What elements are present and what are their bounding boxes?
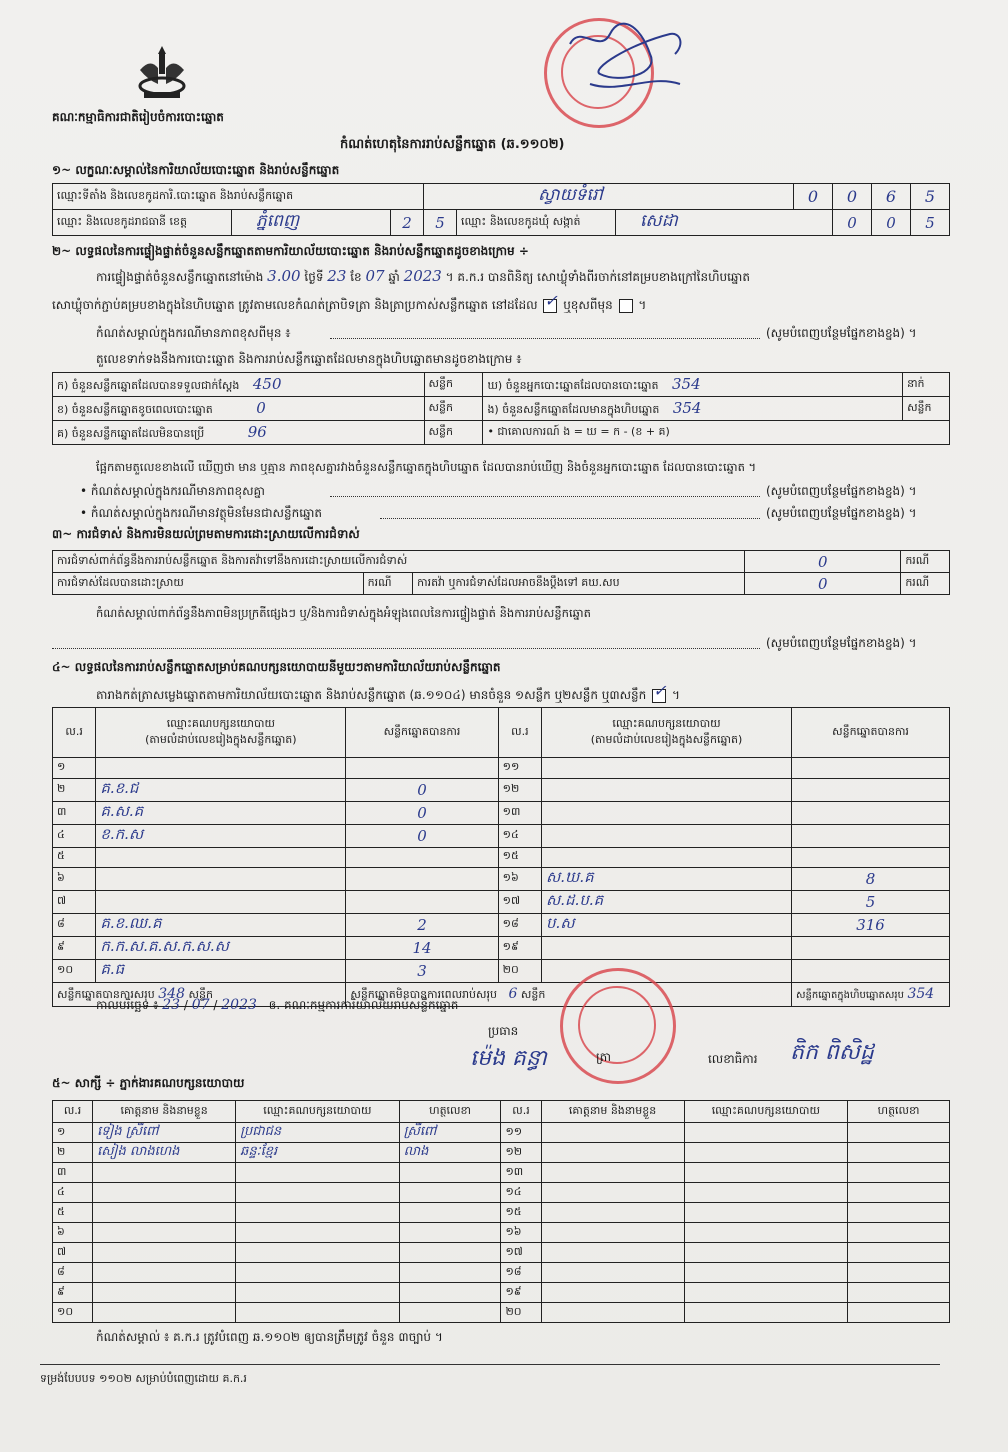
footer-note: កំណត់សម្គាល់ ៖ គ.ក.រ ត្រូវបំពេញ ឆ.១១០២ ឲ្យបានត្រឹមត្រូវ ចំនួន ៣ច្បាប់ ។ <box>96 1330 443 1344</box>
witness-no: ១ <box>57 1124 66 1138</box>
col-no: ល.រ <box>53 708 96 758</box>
province-code-1: 2 <box>402 213 412 232</box>
witness-no: ៣ <box>57 1164 67 1178</box>
witness-name: សៀង លាងហេង <box>97 1144 180 1159</box>
table-row <box>53 1223 950 1243</box>
row-ko-unit: សន្លឹក <box>424 421 483 445</box>
details-intro: តួលេខទាក់ទងនឹងការបោះឆ្នោត និងការរាប់សន្លឹកឆ្នោតដែលមានក្នុងហិបឆ្នោតមានដូចខាងក្រោម ៖ <box>96 352 522 366</box>
party-row-name: ប.ស <box>546 914 575 932</box>
objection-row2-unit: ករណី <box>363 573 412 595</box>
party-row-no: ៧ <box>57 894 67 907</box>
verify-line-2: សោឃ្លុំចាក់ភ្ជាប់គម្របខាងក្នុងនៃហិបឆ្នោត ត្រូវតាមលេខកំណត់ត្រាបិទត្រា និងត្រាប្រកាស់សន្លឹកឆ្នោត នៅដដែល ✓ ឬខុសពីមុន ។ <box>52 290 647 312</box>
party-row-no: ២០ <box>502 963 519 976</box>
verify-day: 23 <box>327 267 347 285</box>
witness-no: ៧ <box>57 1244 67 1258</box>
commune-value: សេដា <box>640 211 678 231</box>
witness-no: ១៧ <box>505 1244 523 1258</box>
witness-name: ទៀង ស្រីពៅ <box>97 1124 159 1139</box>
party-row-name: គ.ស.គ <box>100 801 144 820</box>
compare-text: ផ្អែកតាមតួលេខខាងលើ ឃើញថា មាន ឬគ្មាន ភាពខុសគ្នារវាងចំនួនសន្លឹកឆ្នោតក្នុងហិបឆ្នោត ដែលបានរាប់ឃើញ និងចំនួនអ្នកបោះឆ្នោត ដែលបានបោះឆ្នោត ។ <box>96 460 757 474</box>
row-gh-unit: នាក់ <box>903 373 950 397</box>
party-row-votes: 8 <box>865 870 876 888</box>
witness-signature: ស្រីពៅ <box>403 1124 437 1139</box>
total-valid-label: សន្លឹកឆ្នោតបានការសរុប <box>57 987 155 1001</box>
diff-note-label: កំណត់សម្គាល់ក្នុងករណីមានភាពខុសពីមុន ៖ <box>96 326 291 340</box>
count-method: តារាងកត់ត្រាសម្លេងឆ្នោតតាមការិយាល័យបោះឆ្នោត និងរាប់សន្លឹកឆ្នោត (ឆ.១១០៤) មានចំនួន ១សន្លឹក ឬ២សន្លឹក ឬ៣សន្លឹក ✓ ។ <box>96 680 680 702</box>
section5-title: ៥~ សាក្សី ÷ ភ្នាក់ងារគណបក្សនយោបាយ <box>52 1076 245 1090</box>
witness-no: ៨ <box>57 1264 65 1278</box>
total-invalid: 6 <box>508 985 518 1002</box>
section2-counts-table <box>52 372 950 445</box>
party-row-no: ៤ <box>57 827 65 841</box>
secretary-label: លេខាធិការ <box>708 1052 758 1066</box>
table-row <box>53 824 950 847</box>
party-row-name: ស.ដ.ប.គ <box>546 891 604 909</box>
party-row-name: ខ.ក.ស <box>100 824 144 843</box>
pages-checkbox[interactable]: ✓ <box>652 689 666 703</box>
col-votes: សន្លឹកឆ្នោតបានការ <box>346 708 498 758</box>
objection-row2-value: 0 <box>818 574 828 593</box>
party-row-no: ៥ <box>57 849 65 863</box>
date-year: 2023 <box>221 997 257 1013</box>
table-row <box>53 1243 950 1263</box>
row-k-unit: សន្លឹក <box>424 373 483 397</box>
section4-title: ៤~ លទ្ធផលនៃការរាប់សន្លឹកឆ្នោតសម្រាប់គណបក្សនយោបាយនីមួយៗតាមការិយាល័យរាប់សន្លឹកឆ្នោត <box>52 660 501 674</box>
section3-table <box>52 550 950 595</box>
col-party: ឈ្មោះគណបក្សនយោបាយ (តាមលំដាប់លេខរៀងក្នុងសន្លឹកឆ្នោត) <box>96 708 346 758</box>
witness-no: ២០ <box>505 1304 522 1318</box>
row-kh-value: 0 <box>256 398 266 417</box>
total-valid: 348 <box>158 985 185 1002</box>
note-diff: • កំណត់សម្គាល់ក្នុងករណីមានភាពខុសគ្នា <box>80 484 265 498</box>
witness-no: ១៥ <box>505 1204 522 1218</box>
bottom-note: ទម្រង់បែបបទ ១១០២ សម្រាប់បំពេញដោយ គ.ក.រ <box>40 1372 247 1385</box>
station-code-2: 0 <box>846 187 858 206</box>
table-row <box>53 1203 950 1223</box>
section1-table <box>52 183 950 236</box>
verify-line-1: ការផ្ទៀងផ្ទាត់ចំនួនសន្លឹកឆ្នោតនៅម៉ោង 3.00 ថ្ងៃទី 23 ខែ 07 ឆ្នាំ 2023 ។ គ.ក.រ បានពិនិត្យ សោឃ្លុំទាំងពីរចាក់នៅគម្របខាងក្រៅនៃហិបឆ្នោត <box>96 267 750 285</box>
commune-code-1: 0 <box>847 213 857 232</box>
station-code-1: 0 <box>807 187 819 206</box>
witness-party: ប្រជាជន <box>240 1124 282 1139</box>
party-row-no: ១៤ <box>502 827 519 841</box>
col-votes-right: សន្លឹកឆ្នោតបានការ <box>792 708 950 758</box>
table-row <box>53 891 950 914</box>
table-row <box>53 801 950 824</box>
station-code-3: 6 <box>885 187 897 206</box>
date-line: កាលបរិច្ឆេទ ៖ 23 / 07 / 2023 ឲ. គណៈកម្មការការិយាល័យរាប់សន្លឹកឆ្នោត <box>96 997 459 1013</box>
witness-no: ១២ <box>505 1144 523 1158</box>
party-row-no: ១៣ <box>502 804 521 818</box>
official-seal-bottom <box>560 968 676 1084</box>
row-ng-unit: សន្លឹក <box>903 397 950 421</box>
party-row-votes: 0 <box>417 826 427 845</box>
objection-row1-unit: ករណី <box>901 551 950 573</box>
party-row-votes: 5 <box>865 893 876 911</box>
table-row <box>53 1163 950 1183</box>
party-row-no: ១៦ <box>502 871 519 884</box>
party-row-no: ១៩ <box>502 940 519 953</box>
row-ng-label: ង) ចំនួនសន្លឹកឆ្នោតដែលមានក្នុងហិបឆ្នោត <box>487 402 660 416</box>
secretary-name: តិក ពិសិដ្ឋ <box>790 1040 874 1065</box>
table-row <box>53 937 950 960</box>
objection-row2-label: ការជំទាស់ដែលបានដោះស្រាយ <box>53 573 364 595</box>
witness-no: ១៨ <box>505 1264 522 1278</box>
witness-party: ឆន្ទៈខ្មែរ <box>240 1144 278 1159</box>
table-row <box>53 1283 950 1303</box>
col-party-right: ឈ្មោះគណបក្សនយោបាយ (តាមលំដាប់លេខរៀងក្នុងសន្លឹកឆ្នោត) <box>542 708 792 758</box>
province-label: ឈ្មោះ និងលេខកូដរាជធានី ខេត្ត <box>53 210 232 236</box>
org-name: គណៈកម្មាធិការជាតិរៀបចំការបោះឆ្នោត <box>52 110 224 124</box>
party-row-no: ១៨ <box>502 917 519 930</box>
table-row <box>53 1143 950 1163</box>
table-row <box>53 914 950 937</box>
party-results-table: ល.រ ឈ្មោះគណបក្សនយោបាយ (តាមលំដាប់លេខរៀងក្នុងសន្លឹកឆ្នោត) សន្លឹកឆ្នោតបានការ ល.រ ឈ្មោះគណបក្សនយោបាយ (តាមលំដាប់លេខរៀងក្នុងសន្លឹកឆ្នោត) សន្លឹកឆ្នោតបានការ ១ ១១ ២ គ.ខ.ជ 0 ១២ ៣ គ.ស.គ 0 ១៣ ៤ ខ.ក.ស 0 ១៤ ៥ ១៥ ៦ ១៦ ស.ឃ.គ 8 ៧ ១៧ ស.ដ.ប.គ 5 ៨ គ.ខ.ឈ.គ 2 ១៨ ប.ស 316 ៩ ក.ក.ស.គ.ស.ក.ស.ស 14 ១៩ ១០ គ.ធ 3 ២០ សន្លឹកឆ្នោតបានការសរុប 348 សន្លឹក សន្លឹកឆ្នោតមិនបានការពេលរាប់សរុប 6 សន្លឹក សន្លឹកឆ្នោតក្នុងហិបឆ្នោតសរុប 354 <box>52 707 950 1007</box>
signature-top-icon <box>560 14 700 104</box>
party-row-votes: 14 <box>412 939 432 957</box>
section3-note-hint: (សូមបំពេញបន្ថែមផ្នែកខាងខ្នង) ។ <box>766 636 917 650</box>
party-row-no: ១២ <box>502 781 520 795</box>
national-emblem-icon <box>130 40 194 104</box>
row-k-label: ក) ចំនួនសន្លឹកឆ្នោតដែលបានទទួលជាក់ស្តែង <box>57 378 240 392</box>
party-row-votes: 2 <box>417 916 427 934</box>
party-row-name: គ.ខ.ឈ.គ <box>100 914 162 932</box>
total-box: 354 <box>907 986 935 1002</box>
province-value: ភ្នំពេញ <box>256 211 300 231</box>
row-kh-unit: សន្លឹក <box>424 397 483 421</box>
party-row-name: គ.ធ <box>100 960 125 978</box>
diff-note-hint: (សូមបំពេញបន្ថែមផ្នែកខាងខ្នង) ។ <box>766 326 917 340</box>
section1-title: ១~ លក្ខណៈសម្គាល់នៃការិយាល័យបោះឆ្នោត និងរាប់សន្លឹកឆ្នោត <box>52 163 340 177</box>
province-code-2: 5 <box>435 213 445 232</box>
witness-no: ១០ <box>57 1304 74 1318</box>
commune-code-2: 0 <box>886 213 896 232</box>
commune-label: ឈ្មោះ និងលេខកូដឃុំ សង្កាត់ <box>457 210 616 236</box>
witness-table: ល.រ គោត្តនាម និងនាមខ្លួន ឈ្មោះគណបក្សនយោបាយ ហត្ថលេខា ល.រ គោត្តនាម និងនាមខ្លួន ឈ្មោះគណបក្សនយោបាយ ហត្ថលេខា ១ ទៀង ស្រីពៅ ប្រជាជន ស្រីពៅ ១១ ២ សៀង លាងហេង ឆន្ទៈខ្មែរ លាង ១២ ៣ ១៣ ៤ ១៤ ៥ ១៥ ៦ ១៦ ៧ ១៧ ៨ ១៨ ៩ ១៩ ១០ ២០ <box>52 1100 950 1323</box>
note-fake: • កំណត់សម្គាល់ក្នុងករណីមានវត្ថុមិនមែនជាសន្លឹកឆ្នោត <box>80 506 323 520</box>
party-row-no: ៣ <box>57 804 67 818</box>
table-row <box>53 1263 950 1283</box>
row-ko-label: គ) ចំនួនសន្លឹកឆ្នោតដែលមិនបានប្រើ <box>57 426 205 440</box>
date-day: 23 <box>162 997 181 1013</box>
form-title: កំណត់ហេតុនៃការរាប់សន្លឹកឆ្នោត (ឆ.១១០២) <box>340 137 565 152</box>
note-fake-hint: (សូមបំពេញបន្ថែមផ្នែកខាងខ្នង) ។ <box>766 506 917 520</box>
party-row-name: ក.ក.ស.គ.ស.ក.ស.ស <box>100 937 229 955</box>
section2-title: ២~ លទ្ធផលនៃការផ្ទៀងផ្ទាត់ចំនួនសន្លឹកឆ្នោតតាមការិយាល័យបោះឆ្នោត និងរាប់សន្លឹកឆ្នោតដូចខាងក្រោម ÷ <box>52 244 529 258</box>
party-row-no: ៩ <box>57 940 65 953</box>
party-row-no: ១៧ <box>502 894 521 907</box>
objection-row1-value: 0 <box>818 552 828 571</box>
witness-no: ៥ <box>57 1204 65 1218</box>
witness-no: ១៤ <box>505 1184 522 1198</box>
witness-signature: លាង <box>403 1144 429 1159</box>
section3-note: កំណត់សម្គាល់ពាក់ព័ន្ធនឹងភាពមិនប្រក្រតីផ្សេងៗ ឬ/និងការជំទាស់ក្នុងអំឡុងពេលនៃការផ្ទៀងផ្ទាត់ និងការរាប់សន្លឹកឆ្នោត <box>96 606 591 620</box>
party-row-no: ១៥ <box>502 849 519 863</box>
witness-no: ១៣ <box>505 1164 524 1178</box>
col-no-right: ល.រ <box>498 708 541 758</box>
objection-row2-unit2: ករណី <box>901 573 950 595</box>
verify-year: 2023 <box>403 267 442 285</box>
row-kh-label: ខ) ចំនួនសន្លឹកឆ្នោតខូចពេលបោះឆ្នោត <box>57 402 213 416</box>
witness-no: ២ <box>57 1144 66 1158</box>
objection-row2-mid: ការតវ៉ា ឬការជំទាស់ដែលអាចនឹងប្ដឹងទៅ គឃ.សប <box>413 573 745 595</box>
party-row-no: ២ <box>57 781 66 795</box>
witness-no: ៩ <box>57 1284 65 1298</box>
different-checkbox[interactable] <box>619 299 633 313</box>
witness-no: ១១ <box>505 1124 523 1138</box>
total-invalid-label: សន្លឹកឆ្នោតមិនបានការពេលរាប់សរុប <box>350 987 497 1001</box>
verify-month: 07 <box>365 267 385 285</box>
date-month: 07 <box>191 997 210 1013</box>
row-gh-value: 354 <box>672 374 701 393</box>
table-row <box>53 847 950 868</box>
table-row <box>53 778 950 801</box>
formula: • ជាគោលការណ៍ ង = ឃ = ក - (ខ + គ) <box>483 421 950 445</box>
objection-row1-label: ការជំទាស់ពាក់ព័ន្ធនឹងការរាប់សន្លឹកឆ្នោត និងការតវ៉ាទៅនឹងការដោះស្រាយលើការជំទាស់ <box>53 551 745 573</box>
section3-title: ៣~ ការជំទាស់ និងការមិនយល់ព្រមតាមការដោះស្រាយលើការជំទាស់ <box>52 527 360 541</box>
party-row-votes: 0 <box>417 803 427 822</box>
commune-code-3: 5 <box>925 213 935 232</box>
total-box-label: សន្លឹកឆ្នោតក្នុងហិបឆ្នោតសរុប <box>796 990 904 1001</box>
verify-time: 3.00 <box>267 267 301 285</box>
table-row <box>53 1183 950 1203</box>
party-row-no: ១១ <box>502 759 520 773</box>
witness-no: ៦ <box>57 1224 65 1238</box>
seal-label: ត្រា <box>596 1050 611 1064</box>
table-row <box>53 758 950 779</box>
station-value: ស្វាយទំរៅ <box>538 185 603 205</box>
party-row-votes: 316 <box>856 916 885 934</box>
table-row <box>53 1303 950 1323</box>
station-label: ឈ្មោះទីតាំង និងលេខកូដការិ.បោះឆ្នោត និងរាប់សន្លឹកឆ្នោត <box>53 184 424 210</box>
table-row <box>53 960 950 983</box>
party-row-no: ១០ <box>57 963 74 976</box>
witness-no: ៤ <box>57 1184 65 1198</box>
party-row-name: គ.ខ.ជ <box>100 778 139 797</box>
party-row-no: ៨ <box>57 917 65 930</box>
same-checkbox[interactable]: ✓ <box>543 299 557 313</box>
chair-label: ប្រធាន <box>488 1024 519 1038</box>
row-k-value: 450 <box>252 374 282 393</box>
chair-name: ម៉េង គន្ធា <box>470 1046 547 1071</box>
note-diff-hint: (សូមបំពេញបន្ថែមផ្នែកខាងខ្នង) ។ <box>766 484 917 498</box>
table-row <box>53 868 950 891</box>
party-row-no: ៦ <box>57 871 65 884</box>
party-row-votes: 0 <box>417 780 427 799</box>
party-row-name: ស.ឃ.គ <box>546 868 594 886</box>
witness-no: ១៦ <box>505 1224 522 1238</box>
row-ng-value: 354 <box>672 398 702 417</box>
row-gh-label: ឃ) ចំនួនអ្នកបោះឆ្នោតដែលបានបោះឆ្នោត <box>487 378 659 392</box>
station-code-4: 5 <box>924 187 936 206</box>
party-row-no: ១ <box>57 759 66 773</box>
party-row-votes: 3 <box>417 962 427 980</box>
table-row <box>53 1123 950 1143</box>
witness-no: ១៩ <box>505 1284 522 1298</box>
row-ko-value: 96 <box>247 422 267 441</box>
